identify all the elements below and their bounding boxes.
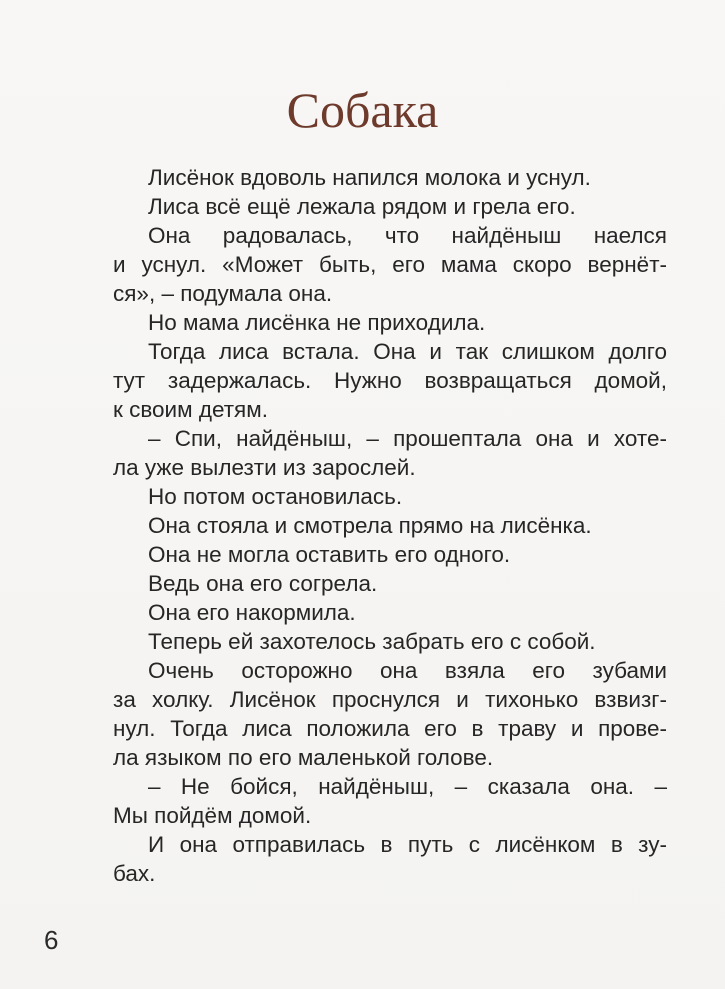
text-line: за холку. Лисёнок проснулся и тихонько взвизг- [113,687,667,712]
text-line: Но потом остановилась. [148,484,403,509]
text-line: Но мама лисёнка не приходила. [148,310,486,335]
text-line: Лисёнок вдоволь напился молока и уснул. [148,165,591,190]
text-line: Мы пойдём домой. [113,803,312,828]
text-line: тут задержалась. Нужно возвращаться домой, [113,368,667,393]
text-line: И она отправилась в путь с лисёнком в зу- [148,832,667,857]
text-line: Очень осторожно она взяла его зубами [148,658,667,683]
text-line: к своим детям. [113,397,268,422]
text-line: бах. [113,861,156,886]
text-line: Лиса всё ещё лежала рядом и грела его. [148,194,576,219]
text-line: Теперь ей захотелось забрать его с собой. [148,629,596,654]
text-line: – Спи, найдёныш, – прошептала она и хоте- [148,426,667,451]
text-line: нул. Тогда лиса положила его в траву и прове- [113,716,667,741]
text-line: Она стояла и смотрела прямо на лисёнка. [148,513,592,538]
chapter-title: Собака [286,82,439,138]
text-line: ла уже вылезти из зарослей. [113,455,416,480]
text-line: и уснул. «Может быть, его мама скоро вернёт- [113,252,667,277]
page-number: 6 [44,925,59,955]
text-line: ся», – подумала она. [113,281,333,306]
text-line: Ведь она его согрела. [148,571,378,596]
text-line: Она не могла оставить его одного. [148,542,511,567]
text-line: – Не бойся, найдёныш, – сказала она. – [148,774,667,799]
text-line: Тогда лиса встала. Она и так слишком долго [148,339,667,364]
text-line: Она радовалась, что найдёныш наелся [148,223,667,248]
story-text [113,163,667,888]
text-line: Она его накормила. [148,600,356,625]
text-line: ла языком по его маленькой голове. [113,745,494,770]
